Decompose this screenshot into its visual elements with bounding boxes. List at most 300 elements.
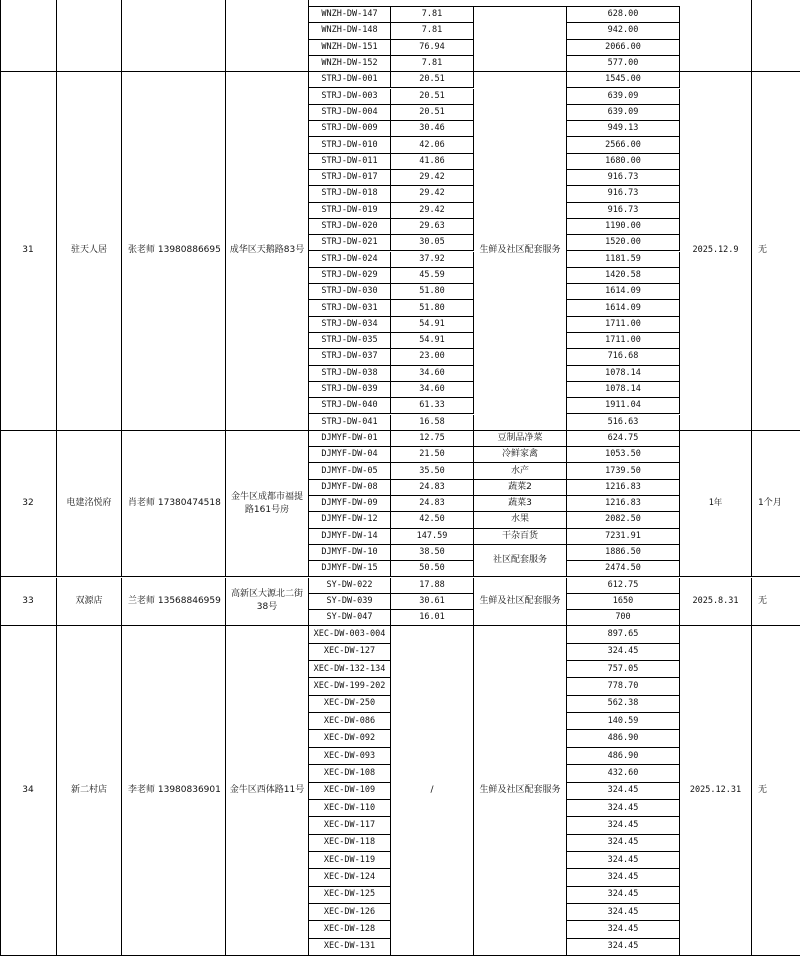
unit-code-text: STRJ-DW-029	[321, 269, 378, 280]
unit-code-text: XEC-DW-131	[323, 941, 376, 952]
unit-rent	[567, 447, 680, 463]
unit-rent-text: 1190.00	[605, 221, 641, 232]
unit-code-text: STRJ-DW-034	[321, 318, 378, 329]
unit-rent-text: 1614.09	[605, 302, 641, 313]
unit-code-text: STRJ-DW-035	[321, 335, 378, 346]
unit-code-text: DJMYF-DW-15	[321, 563, 378, 574]
unit-area-text: 54.91	[419, 318, 445, 329]
address	[226, 431, 309, 578]
use-merged-text: 生鲜及社区配套服务	[479, 595, 561, 606]
unit-rent-text: 140.59	[607, 715, 639, 726]
unit-use	[474, 512, 567, 528]
unit-rent	[567, 561, 680, 577]
unit-area	[391, 333, 474, 349]
area-merged	[391, 626, 474, 956]
unit-code-text: XEC-DW-132-134	[313, 663, 386, 674]
unit-code	[309, 512, 391, 528]
unit-code	[309, 529, 391, 545]
unit-code-text: SY-DW-047	[326, 612, 373, 623]
unit-area-text: 61.33	[419, 400, 445, 411]
unit-area-text: 21.50	[419, 449, 445, 460]
use-merged	[474, 72, 567, 431]
unit-area-text: 30.05	[419, 237, 445, 248]
unit-rent-text: 916.73	[607, 172, 639, 183]
unit-rent	[567, 382, 680, 398]
unit-area-text: 76.94	[419, 41, 445, 52]
unit-code-text: XEC-DW-093	[323, 750, 376, 761]
unit-use-text: 蔬菜3	[508, 498, 532, 509]
unit-area	[391, 203, 474, 219]
unit-area	[391, 40, 474, 56]
store-name-text: 驻天人居	[70, 245, 107, 256]
cont-free-cell	[752, 0, 800, 72]
unit-code-text: STRJ-DW-038	[321, 367, 378, 378]
rent-free	[752, 72, 800, 431]
unit-code-text: WNZH-DW-152	[321, 58, 378, 69]
unit-rent	[567, 7, 680, 23]
unit-rent-text: 1053.50	[605, 449, 641, 460]
unit-rent-text: 716.68	[607, 351, 639, 362]
unit-code	[309, 852, 391, 869]
unit-code	[309, 398, 391, 414]
unit-rent	[567, 349, 680, 365]
unit-code	[309, 496, 391, 512]
contact-text: 张老师 13980886695	[128, 245, 221, 256]
unit-area	[391, 578, 474, 594]
row-number	[0, 72, 57, 431]
unit-code-text: XEC-DW-110	[323, 802, 376, 813]
unit-rent	[567, 235, 680, 251]
unit-rent-text: 700	[615, 612, 631, 623]
unit-code	[309, 939, 391, 956]
unit-code-text: XEC-DW-086	[323, 715, 376, 726]
unit-rent-text: 7231.91	[605, 530, 641, 541]
use-merged	[474, 626, 567, 956]
address-text: 高新区大源北二街38号	[230, 589, 303, 613]
unit-use	[474, 529, 567, 545]
unit-area	[391, 480, 474, 496]
unit-area	[391, 56, 474, 72]
unit-code	[309, 678, 391, 695]
row-number-text: 33	[22, 595, 34, 606]
unit-rent-text: 324.45	[607, 854, 639, 865]
unit-rent-text: 1545.00	[605, 74, 641, 85]
unit-rent-text: 486.90	[607, 733, 639, 744]
unit-area	[391, 366, 474, 382]
store-name	[57, 431, 122, 578]
store-name	[57, 578, 122, 627]
contact-text: 李老师 13980836901	[128, 785, 221, 796]
unit-rent	[567, 765, 680, 782]
unit-rent	[567, 578, 680, 594]
unit-code	[309, 644, 391, 661]
unit-area	[391, 121, 474, 137]
unit-area-text: 51.80	[419, 286, 445, 297]
unit-rent	[567, 317, 680, 333]
unit-rent	[567, 887, 680, 904]
unit-code	[309, 730, 391, 747]
unit-rent	[567, 154, 680, 170]
unit-rent	[567, 748, 680, 765]
unit-rent-text: 1181.59	[605, 253, 641, 264]
unit-rent-text: 1216.83	[605, 498, 641, 509]
unit-rent-text: 1680.00	[605, 155, 641, 166]
unit-rent	[567, 626, 680, 643]
unit-code-text: DJMYF-DW-10	[321, 547, 378, 558]
unit-rent	[567, 56, 680, 72]
unit-rent	[567, 529, 680, 545]
address-text: 金牛区西体路11号	[229, 785, 305, 796]
unit-rent-text: 2082.50	[605, 514, 641, 525]
unit-code	[309, 105, 391, 121]
unit-code-text: DJMYF-DW-05	[321, 465, 378, 476]
unit-code	[309, 170, 391, 186]
unit-code	[309, 235, 391, 251]
unit-code-text: XEC-DW-199-202	[313, 681, 386, 692]
unit-area-text: 16.58	[419, 416, 445, 427]
unit-code	[309, 887, 391, 904]
unit-area	[391, 594, 474, 610]
unit-code	[309, 219, 391, 235]
unit-rent-text: 516.63	[607, 416, 639, 427]
address	[226, 626, 309, 956]
address-text: 金牛区成都市福提路161号房	[230, 491, 303, 515]
unit-rent-text: 1711.00	[605, 318, 641, 329]
unit-area	[391, 219, 474, 235]
unit-rent-text: 577.00	[607, 58, 639, 69]
unit-rent-text: 324.45	[607, 646, 639, 657]
unit-code	[309, 23, 391, 39]
unit-area	[391, 317, 474, 333]
unit-code-text: STRJ-DW-024	[321, 253, 378, 264]
lease-end	[680, 431, 752, 578]
unit-code	[309, 921, 391, 938]
unit-code	[309, 203, 391, 219]
unit-area	[391, 382, 474, 398]
unit-rent-text: 324.45	[607, 889, 639, 900]
unit-area-text: 29.42	[419, 172, 445, 183]
unit-rent	[567, 939, 680, 956]
unit-rent-text: 562.38	[607, 698, 639, 709]
unit-area	[391, 23, 474, 39]
unit-code-text: STRJ-DW-021	[321, 237, 378, 248]
unit-use-text: 蔬菜2	[508, 481, 532, 492]
unit-area-text: 51.80	[419, 302, 445, 313]
unit-code-text: STRJ-DW-009	[321, 123, 378, 134]
unit-area-text: 20.51	[419, 106, 445, 117]
unit-code-text: XEC-DW-109	[323, 785, 376, 796]
unit-rent	[567, 480, 680, 496]
rent-free	[752, 578, 800, 627]
store-name-text: 新二村店	[70, 785, 107, 796]
unit-code-text: XEC-DW-003-004	[313, 629, 386, 640]
unit-area-text: 29.42	[419, 204, 445, 215]
unit-area-text: 34.60	[419, 367, 445, 378]
unit-code	[309, 869, 391, 886]
unit-code	[309, 89, 391, 105]
unit-area	[391, 137, 474, 153]
unit-area	[391, 186, 474, 202]
unit-code-text: DJMYF-DW-01	[321, 432, 378, 443]
unit-code	[309, 268, 391, 284]
unit-rent	[567, 730, 680, 747]
unit-code-text: STRJ-DW-018	[321, 188, 378, 199]
unit-code-text: STRJ-DW-030	[321, 286, 378, 297]
unit-rent-text: 324.45	[607, 802, 639, 813]
unit-code-text: XEC-DW-119	[323, 854, 376, 865]
unit-rent-text: 1216.83	[605, 481, 641, 492]
unit-code-text: STRJ-DW-017	[321, 172, 378, 183]
unit-code	[309, 7, 391, 23]
unit-code	[309, 463, 391, 479]
lease-end-text: 2025.12.31	[689, 785, 742, 796]
unit-area-text: 29.42	[419, 188, 445, 199]
unit-code	[309, 800, 391, 817]
unit-rent-text: 324.45	[607, 837, 639, 848]
unit-code-text: WNZH-DW-148	[321, 25, 378, 36]
unit-rent-text: 628.00	[607, 9, 639, 20]
unit-rent-text: 624.75	[607, 432, 639, 443]
cont-use-cell	[474, 7, 567, 72]
use-merged-text: 生鲜及社区配套服务	[479, 785, 561, 796]
unit-area-text: 17.88	[419, 579, 445, 590]
unit-rent	[567, 431, 680, 447]
unit-rent	[567, 186, 680, 202]
unit-code-text: DJMYF-DW-12	[321, 514, 378, 525]
unit-rent	[567, 333, 680, 349]
unit-area	[391, 252, 474, 268]
unit-area	[391, 7, 474, 23]
unit-use	[474, 480, 567, 496]
unit-area	[391, 89, 474, 105]
unit-rent	[567, 904, 680, 921]
use-merged	[474, 578, 567, 627]
unit-rent	[567, 835, 680, 852]
unit-area-text: 54.91	[419, 335, 445, 346]
unit-code	[309, 382, 391, 398]
unit-area-text: 34.60	[419, 384, 445, 395]
use-merged-text: 社区配套服务	[492, 555, 547, 566]
unit-code	[309, 333, 391, 349]
unit-rent-text: 324.45	[607, 819, 639, 830]
store-name-text: 电建洺悦府	[66, 498, 112, 509]
contact	[122, 72, 226, 431]
unit-rent	[567, 696, 680, 713]
unit-rent-text: 324.45	[607, 923, 639, 934]
unit-rent	[567, 869, 680, 886]
contact-text: 兰老师 13568846959	[128, 595, 221, 606]
unit-rent	[567, 644, 680, 661]
unit-code	[309, 835, 391, 852]
unit-use-text: 干杂百货	[501, 530, 538, 541]
area-merged-text: /	[430, 785, 434, 796]
lease-end	[680, 578, 752, 627]
unit-code-text: DJMYF-DW-08	[321, 481, 378, 492]
unit-code-text: XEC-DW-108	[323, 767, 376, 778]
store-name-text: 双源店	[75, 595, 103, 606]
cont-no-cell	[0, 0, 57, 72]
contact-text: 肖老师 17380474518	[128, 498, 221, 509]
unit-rent	[567, 40, 680, 56]
unit-rent	[567, 170, 680, 186]
unit-rent-text: 2474.50	[605, 563, 641, 574]
cont-end-cell	[680, 0, 752, 72]
unit-code-text: STRJ-DW-031	[321, 302, 378, 313]
unit-rent	[567, 268, 680, 284]
unit-code	[309, 366, 391, 382]
unit-code	[309, 431, 391, 447]
lease-end-text: 2025.8.31	[692, 595, 739, 606]
unit-rent	[567, 463, 680, 479]
rent-free-text: 无	[758, 245, 768, 256]
row-number-text: 31	[22, 245, 34, 256]
unit-code-text: STRJ-DW-004	[321, 106, 378, 117]
unit-code	[309, 661, 391, 678]
unit-rent	[567, 496, 680, 512]
row-number	[0, 578, 57, 627]
unit-code	[309, 300, 391, 316]
unit-area-text: 16.01	[419, 612, 445, 623]
unit-rent-text: 324.45	[607, 871, 639, 882]
unit-area	[391, 268, 474, 284]
address-text: 成华区天鹅路83号	[229, 245, 305, 256]
unit-area-text: 24.83	[419, 481, 445, 492]
unit-rent	[567, 713, 680, 730]
lease-end	[680, 626, 752, 956]
unit-rent-text: 324.45	[607, 941, 639, 952]
unit-rent	[567, 678, 680, 695]
contact	[122, 431, 226, 578]
unit-area	[391, 561, 474, 577]
address	[226, 72, 309, 431]
unit-rent	[567, 398, 680, 414]
unit-rent-text: 2066.00	[605, 41, 641, 52]
unit-area-text: 147.59	[416, 530, 448, 541]
unit-use	[474, 463, 567, 479]
unit-area	[391, 300, 474, 316]
lease-end-text: 1年	[708, 498, 723, 509]
unit-code	[309, 284, 391, 300]
unit-use-text: 水产	[510, 465, 529, 476]
rent-free	[752, 431, 800, 578]
unit-code-text: DJMYF-DW-09	[321, 498, 378, 509]
unit-code	[309, 696, 391, 713]
rent-free-text: 1个月	[758, 498, 782, 509]
unit-code	[309, 578, 391, 594]
unit-area	[391, 398, 474, 414]
unit-code-text: STRJ-DW-010	[321, 139, 378, 150]
unit-code-text: STRJ-DW-037	[321, 351, 378, 362]
unit-use	[474, 431, 567, 447]
unit-rent	[567, 121, 680, 137]
unit-code-text: WNZH-DW-151	[321, 41, 378, 52]
unit-code-text: XEC-DW-127	[323, 646, 376, 657]
unit-code	[309, 480, 391, 496]
unit-code-text: XEC-DW-128	[323, 923, 376, 934]
unit-code-text: STRJ-DW-011	[321, 155, 378, 166]
rent-free	[752, 626, 800, 956]
unit-code-text: SY-DW-022	[326, 579, 373, 590]
unit-area	[391, 72, 474, 88]
unit-rent	[567, 366, 680, 382]
lease-end	[680, 72, 752, 431]
unit-code	[309, 56, 391, 72]
unit-code-text: XEC-DW-126	[323, 906, 376, 917]
unit-rent-text: 1911.04	[605, 400, 641, 411]
row-number-text: 32	[22, 498, 34, 509]
use-merged	[474, 545, 567, 578]
unit-rent	[567, 800, 680, 817]
unit-rent-text: 949.13	[607, 123, 639, 134]
unit-rent-text: 639.09	[607, 106, 639, 117]
unit-area-text: 45.59	[419, 269, 445, 280]
unit-rent-text: 1711.00	[605, 335, 641, 346]
unit-code	[309, 186, 391, 202]
unit-code	[309, 594, 391, 610]
unit-rent-text: 916.73	[607, 204, 639, 215]
unit-area-text: 50.50	[419, 563, 445, 574]
unit-area	[391, 349, 474, 365]
unit-code	[309, 72, 391, 88]
unit-rent	[567, 921, 680, 938]
unit-rent	[567, 72, 680, 88]
unit-code	[309, 748, 391, 765]
unit-code-text: XEC-DW-117	[323, 819, 376, 830]
unit-rent-text: 1614.09	[605, 286, 641, 297]
unit-area-text: 7.81	[421, 58, 443, 69]
unit-area-text: 38.50	[419, 547, 445, 558]
unit-code	[309, 415, 391, 431]
unit-use-text: 豆制品净菜	[497, 432, 543, 443]
unit-use-text: 冷鲜家禽	[501, 449, 538, 460]
cont-name-cell	[57, 0, 122, 72]
unit-code	[309, 626, 391, 643]
contact	[122, 626, 226, 956]
unit-rent-text: 324.45	[607, 906, 639, 917]
unit-area-text: 20.51	[419, 90, 445, 101]
unit-rent-text: 897.65	[607, 629, 639, 640]
unit-area	[391, 496, 474, 512]
rent-free-text: 无	[758, 595, 768, 606]
unit-code	[309, 561, 391, 577]
unit-area	[391, 431, 474, 447]
unit-rent	[567, 594, 680, 610]
row-number-text: 34	[22, 785, 34, 796]
unit-rent	[567, 415, 680, 431]
unit-rent-text: 1650	[612, 595, 634, 606]
unit-rent-text: 1886.50	[605, 547, 641, 558]
use-merged-text: 生鲜及社区配套服务	[479, 245, 561, 256]
rent-free-text: 无	[758, 785, 768, 796]
unit-rent-text: 757.05	[607, 663, 639, 674]
unit-code-text: STRJ-DW-003	[321, 90, 378, 101]
unit-code-text: XEC-DW-124	[323, 871, 376, 882]
unit-rent	[567, 512, 680, 528]
unit-rent	[567, 252, 680, 268]
unit-area-text: 29.63	[419, 221, 445, 232]
unit-area-text: 42.06	[419, 139, 445, 150]
unit-rent	[567, 284, 680, 300]
unit-code	[309, 783, 391, 800]
unit-rent	[567, 817, 680, 834]
unit-area	[391, 415, 474, 431]
unit-rent	[567, 783, 680, 800]
unit-code	[309, 447, 391, 463]
unit-code-text: DJMYF-DW-04	[321, 449, 378, 460]
unit-rent	[567, 203, 680, 219]
unit-area-text: 35.50	[419, 465, 445, 476]
unit-code	[309, 610, 391, 626]
